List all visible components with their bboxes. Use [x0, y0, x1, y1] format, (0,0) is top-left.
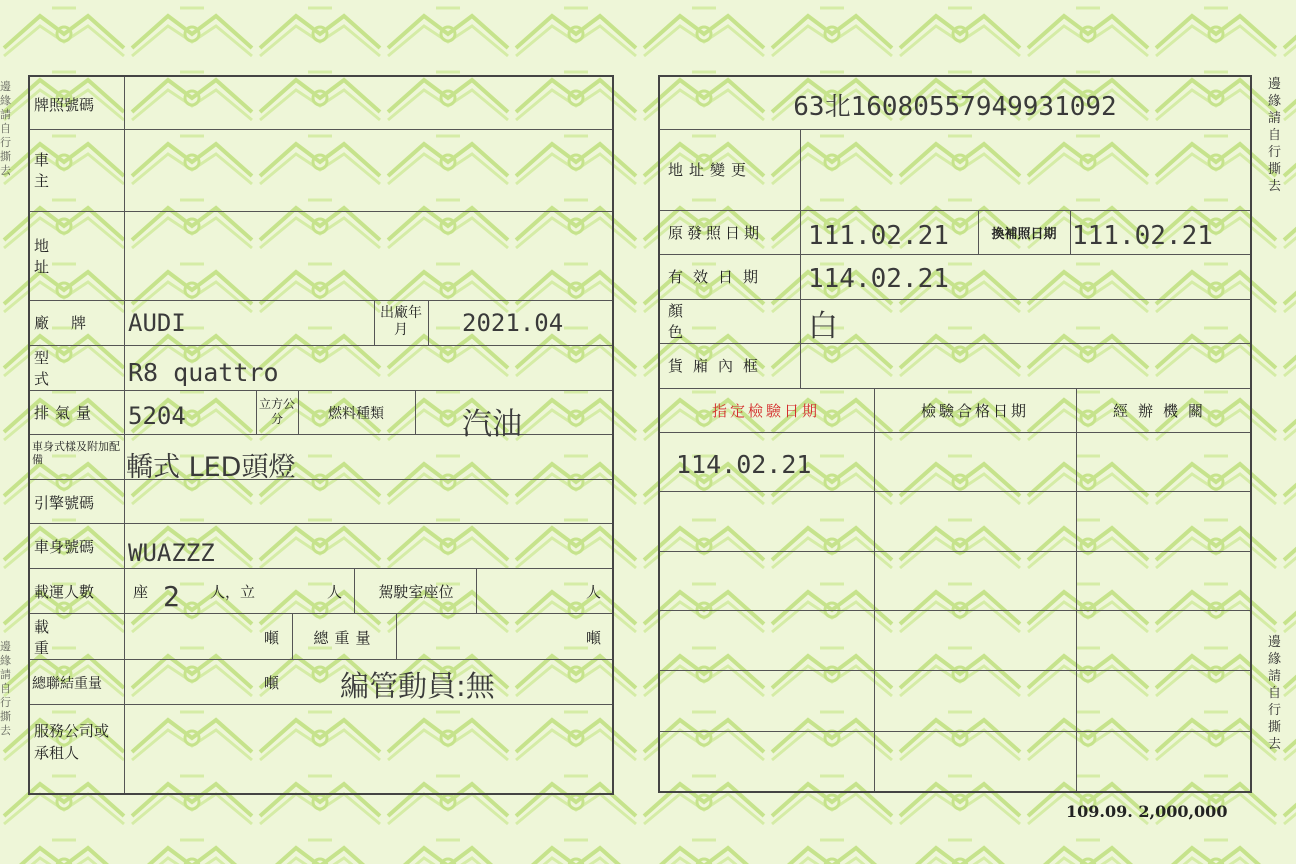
- manufacture-date-value: 2021.04: [462, 308, 564, 337]
- combined-ton-unit: 噸: [264, 674, 280, 692]
- address-change-label: 地址變更: [668, 161, 753, 179]
- seats-value: 2: [163, 580, 180, 613]
- color-value: 白: [808, 309, 838, 344]
- cab-seats-label: 駕駛室座位: [378, 583, 454, 601]
- lessee-label: 服務公司或承租人: [34, 722, 110, 762]
- issue-date-value: 111.02.21: [808, 221, 949, 251]
- combined-weight-label: 總聯結重量: [32, 675, 102, 692]
- body-style-value: 轎式 LED頭燈: [126, 452, 296, 483]
- reissue-date-label: 換補照日期: [991, 226, 1057, 242]
- model-label: 型式: [34, 348, 90, 388]
- brand-value: AUDI: [128, 308, 186, 337]
- fuel-value: 汽油: [462, 406, 522, 442]
- valid-date-value: 114.02.21: [808, 263, 949, 294]
- plate-number-label: 牌照號碼: [34, 95, 95, 114]
- address-label: 地址: [34, 236, 90, 276]
- edge-note-left-top: 邊 緣 請 自 行 撕 去: [0, 80, 11, 177]
- edge-note-right-top: 邊 緣 請 自 行 撕 去: [1268, 77, 1282, 194]
- brand-label: 廠牌: [34, 314, 109, 332]
- cargo-frame-label: 貨廂內框: [668, 357, 769, 375]
- color-label: 顏色: [668, 302, 744, 341]
- body-style-label: 車身式樣及附加配備: [32, 440, 120, 466]
- manufacture-date-label: 出廠年月: [380, 305, 422, 338]
- reissue-date-value: 111.02.21: [1072, 221, 1213, 251]
- print-code: 109.09. 2,000,000: [1066, 802, 1228, 821]
- edge-note-left-bottom: 邊 緣 請 自 行 撕 去: [0, 640, 11, 737]
- issue-date-label: 原發照日期: [668, 223, 764, 242]
- registration-serial: 63北16080557949931092: [793, 91, 1117, 122]
- valid-date-label: 有效日期: [668, 268, 769, 286]
- seat-word: 座: [133, 583, 149, 601]
- edge-note-right-bottom: 邊 緣 請 自 行 撕 去: [1268, 635, 1282, 752]
- agency-label: 經辦機關: [1112, 401, 1213, 420]
- passengers-label: 載運人數: [34, 583, 95, 601]
- pass-date-label: 檢驗合格日期: [920, 401, 1029, 420]
- mobilization-value: 編管動員:無: [340, 669, 495, 703]
- cc-unit-label: 立方公分: [258, 397, 295, 426]
- gross-weight-label: 總重量: [313, 628, 377, 647]
- gross-ton-unit: 噸: [586, 628, 602, 647]
- load-ton-unit: 噸: [264, 628, 280, 647]
- fuel-type-label: 燃料種類: [328, 405, 384, 422]
- engine-number-label: 引擎號碼: [34, 493, 95, 512]
- body-number-value: WUAZZZ: [128, 538, 215, 567]
- body-number-label: 車身號碼: [34, 538, 95, 556]
- model-value: R8 quattro: [128, 358, 279, 387]
- cab-person-unit: 人: [586, 583, 602, 601]
- displacement-label: 排氣量: [34, 404, 98, 422]
- inspection-date-label: 指定檢驗日期: [711, 401, 820, 420]
- person-stand-word: 人，立: [210, 583, 256, 601]
- owner-label: 車主: [34, 151, 90, 190]
- inspection-date-value: 114.02.21: [676, 449, 812, 479]
- load-label: 載重: [34, 618, 90, 657]
- stand-person-unit: 人: [327, 583, 343, 601]
- displacement-value: 5204: [128, 401, 186, 430]
